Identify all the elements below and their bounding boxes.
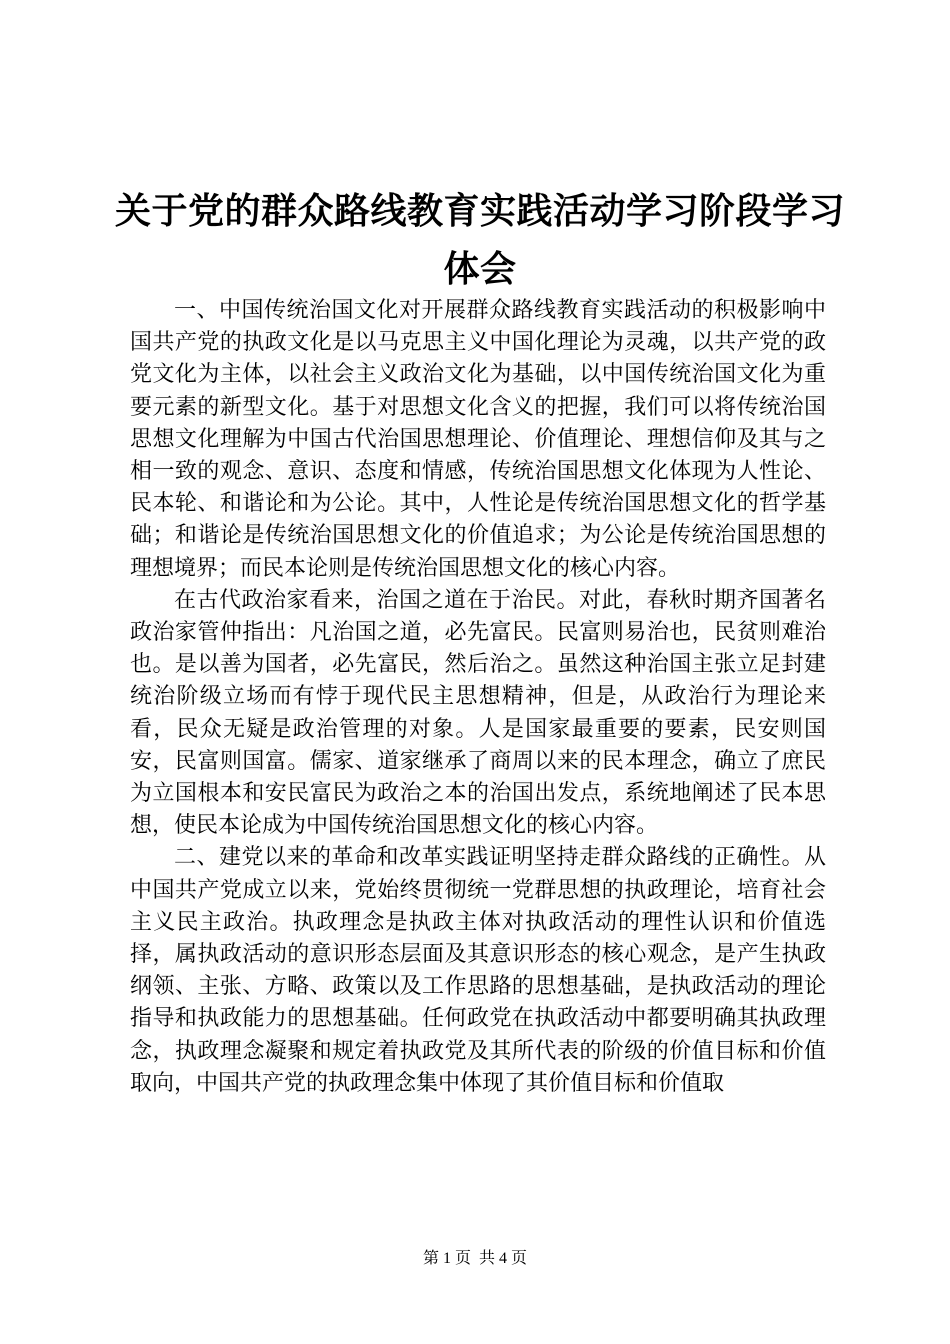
- document-body: [130, 295, 826, 1100]
- page-number-footer: 第 1 页 共 4 页: [422, 1250, 527, 1267]
- paragraph-1: 一、中国传统治国文化对开展群众路线教育实践活动的积极影响中国共产党的执政文化是以马克思主义中国化理论为灵魂，以共产党的政党文化为主体，以社会主义政治文化为基础，以中国传统治国文化为重要元素的新型文化。基于对思想文化含义的把握，我们可以将传统治国思想文化理解为中国古代治国思想理论、价值理论、理想信仰及其与之相一致的观念、意识、态度和情感，传统治国思想文化体现为人性论、民本轮、和谐论和为公论。其中，人性论是传统治国思想文化的哲学基础；和谐论是传统治国思想文化的价值追求；为公论是传统治国思想的理想境界；而民本论则是传统治国思想文化的核心内容。: [130, 298, 826, 581]
- paragraph-3: 二、建党以来的革命和改革实践证明坚持走群众路线的正确性。从中国共产党成立以来，党始终贯彻统一党群思想的执政理论，培育社会主义民主政治。执政理念是执政主体对执政活动的理性认识和价值选择，属执政活动的意识形态层面及其意识形态的核心观念，是产生执政纲领、主张、方略、政策以及工作思路的思想基础，是执政活动的理论指导和执政能力的思想基础。任何政党在执政活动中都要明确其执政理念，执政理念凝聚和规定着执政党及其所代表的阶级的价值目标和价值取向，中国共产党的执政理念集中体现了其价值目标和价值取: [130, 845, 826, 1096]
- document-title: 关于党的群众路线教育实践活动学习阶段学习体会: [114, 191, 845, 290]
- paragraph-2: 在古代政治家看来，治国之道在于治民。对此，春秋时期齐国著名政治家管仲指出：凡治国之道，必先富民。民富则易治也，民贫则难治也。是以善为国者，必先富民，然后治之。虽然这种治国主张立足封建统治阶级立场而有悖于现代民主思想精神，但是，从政治行为理论来看，民众无疑是政治管理的对象。人是国家最重要的要素，民安则国安，民富则国富。儒家、道家继承了商周以来的民本理念，确立了庶民为立国根本和安民富民为政治之本的治国出发点，系统地阐述了民本思想，使民本论成为中国传统治国思想文化的核心内容。: [130, 587, 826, 839]
